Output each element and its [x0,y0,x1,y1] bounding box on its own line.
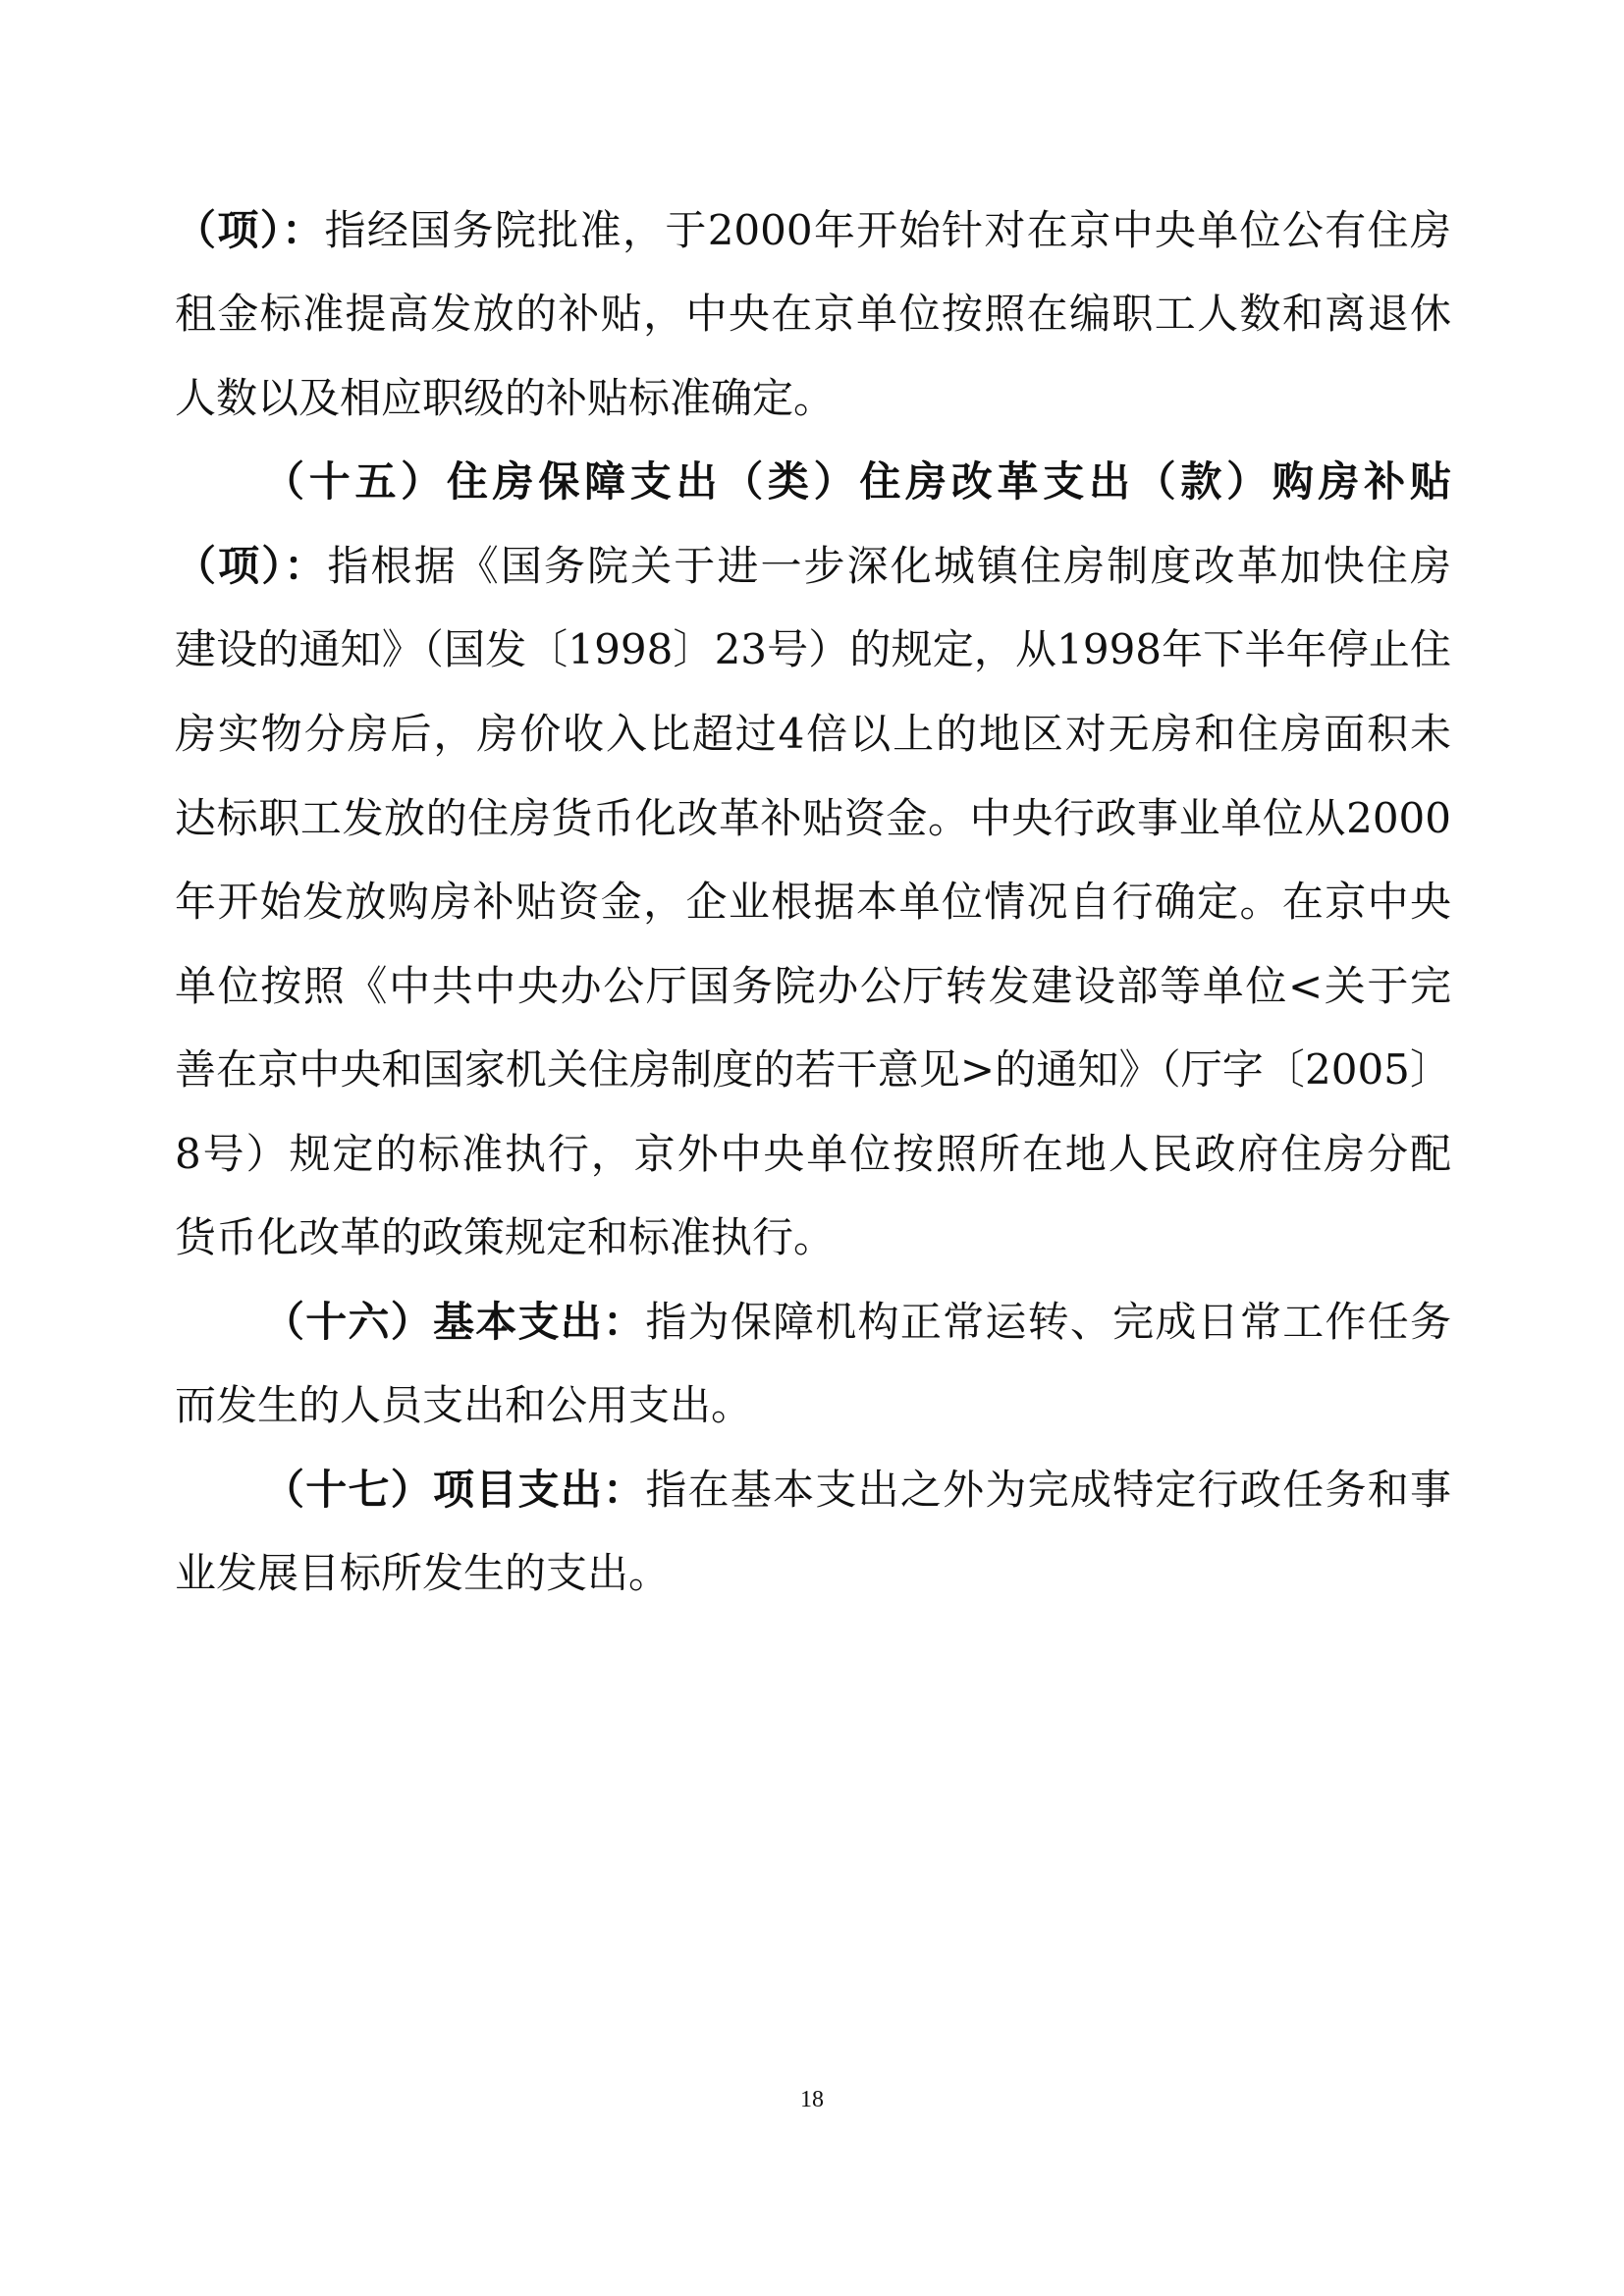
p2-line-10: 货币化改革的政策规定和标准执行。 [175,1213,836,1261]
p2-line-5: 达标职工发放的住房货币化改革补贴资金。中央行政事业单位从2000 [175,794,1451,842]
p4-heading: （十七）项目支出： [263,1466,646,1514]
p1-line-2: 租金标准提高发放的补贴，中央在京单位按照在编职工人数和离退休 [175,290,1451,338]
p2-line-3: 建设的通知》（国发〔1998〕23号）的规定，从1998年下半年停止住 [175,625,1451,673]
p2-line-2-text: 指根据《国务院关于进一步深化城镇住房制度改革加快住房 [327,542,1451,590]
p3-line-1 [263,1295,1451,1350]
p3-line-1-text: 指为保障机构正常运转、完成日常工作任务 [645,1298,1451,1346]
p3-heading: （十六）基本支出： [263,1298,646,1346]
page-number: 18 [800,2087,824,2112]
p2-line-9: 8号）规定的标准执行，京外中央单位按照所在地人民政府住房分配 [175,1130,1451,1178]
p1-line-1-text: 指经国务院批准，于2000年开始针对在京中央单位公有住房 [324,206,1451,254]
p1-line-1 [175,203,1451,258]
p2-line-4: 房实物分房后，房价收入比超过4倍以上的地区对无房和住房面积未 [175,710,1451,758]
p4-line-2: 业发展目标所发生的支出。 [175,1549,671,1597]
p1-line-3: 人数以及相应职级的补贴标准确定。 [175,374,836,422]
p4-line-1 [263,1463,1451,1518]
p3-line-2: 而发生的人员支出和公用支出。 [175,1381,753,1429]
p2-line-6: 年开始发放购房补贴资金，企业根据本单位情况自行确定。在京中央 [175,878,1451,926]
p1-heading: （项）： [175,206,325,254]
p2-heading-tail: （项）： [175,542,328,590]
p4-line-1-text: 指在基本支出之外为完成特定行政任务和事 [645,1466,1451,1514]
p2-line-2 [175,539,1451,594]
p2-line-7: 单位按照《中共中央办公厅国务院办公厅转发建设部等单位<关于完 [175,962,1451,1010]
p2-line-8: 善在京中央和国家机关住房制度的若干意见>的通知》（厅字〔2005〕 [175,1045,1451,1094]
p2-heading: （十五）住房保障支出（类）住房改革支出（款）购房补贴 [263,457,1451,506]
